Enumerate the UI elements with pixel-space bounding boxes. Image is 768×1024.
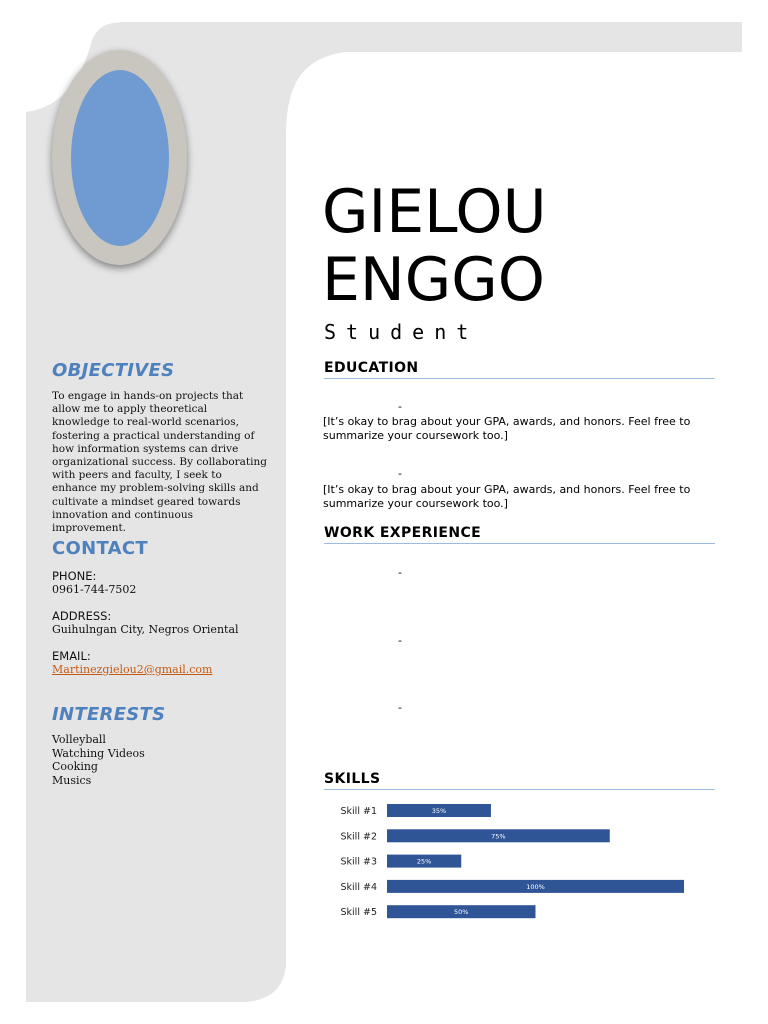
left-column: [52, 360, 267, 787]
skills-heading: SKILLS: [324, 771, 715, 790]
contact-section: [52, 538, 267, 689]
skill-value-label: 25%: [416, 857, 432, 866]
skill-value-label: 75%: [491, 832, 506, 841]
profile-photo: [71, 70, 169, 246]
skill-label: Skill #4: [340, 881, 377, 893]
skills-chart: [330, 798, 700, 924]
work-entry-dash: -: [398, 634, 402, 647]
skill-value-label: 100%: [526, 882, 545, 891]
interest-item: Cooking: [52, 760, 98, 773]
person-name: [322, 178, 547, 314]
skill-label: Skill #2: [340, 831, 377, 843]
skill-label: Skill #1: [340, 806, 377, 817]
education-entry-dash: -: [398, 400, 402, 413]
education-heading: EDUCATION: [324, 360, 715, 379]
skill-value-label: 50%: [454, 908, 469, 917]
interest-item: Volleyball: [52, 733, 106, 746]
objectives-text: To engage in hands-on projects that allow me to apply theoretical knowledge to real-world scenarios, fostering a practical understanding of how information systems can drive organizational success. By collaborating with peers and faculty, I seek to enhance my problem-solving skills and cultivate a mindset geared towards innovation and continuous improvement.: [52, 390, 267, 535]
interest-item: Watching Videos: [52, 746, 145, 760]
email-link[interactable]: Martinezgielou2@gmail.com: [52, 663, 213, 676]
objectives-heading: OBJECTIVES: [52, 360, 175, 381]
address-label: ADDRESS:: [52, 609, 112, 623]
skill-label: Skill #5: [340, 907, 377, 919]
skill-label: Skill #3: [340, 856, 377, 868]
work-experience-heading: WORK EXPERIENCE: [324, 525, 715, 544]
role-title: Student: [324, 320, 479, 344]
interests-heading: INTERESTS: [52, 704, 166, 725]
skill-value-label: 35%: [431, 807, 447, 815]
phone-value: 0961-744-7502: [52, 583, 137, 596]
work-entry-dash: -: [398, 701, 402, 714]
work-entry-dash: -: [398, 566, 402, 579]
interests-section: [52, 704, 267, 787]
education-entry-dash: -: [398, 467, 402, 480]
education-entry-text: [It’s okay to brag about your GPA, awards, and honors. Feel free to summarize your coursework too.]: [323, 483, 691, 510]
education-entry-text: [It’s okay to brag about your GPA, awards, and honors. Feel free to summarize your coursework too.]: [323, 415, 691, 442]
interests-list: [52, 733, 267, 787]
last-name: ENGGO: [322, 245, 546, 315]
phone-label: PHONE:: [52, 569, 97, 583]
interest-item: Musics: [52, 773, 92, 787]
first-name: GIELOU: [322, 177, 547, 247]
email-label: EMAIL:: [52, 649, 91, 663]
address-value: Guihulngan City, Negros Oriental: [52, 623, 239, 636]
contact-heading: CONTACT: [52, 538, 148, 559]
